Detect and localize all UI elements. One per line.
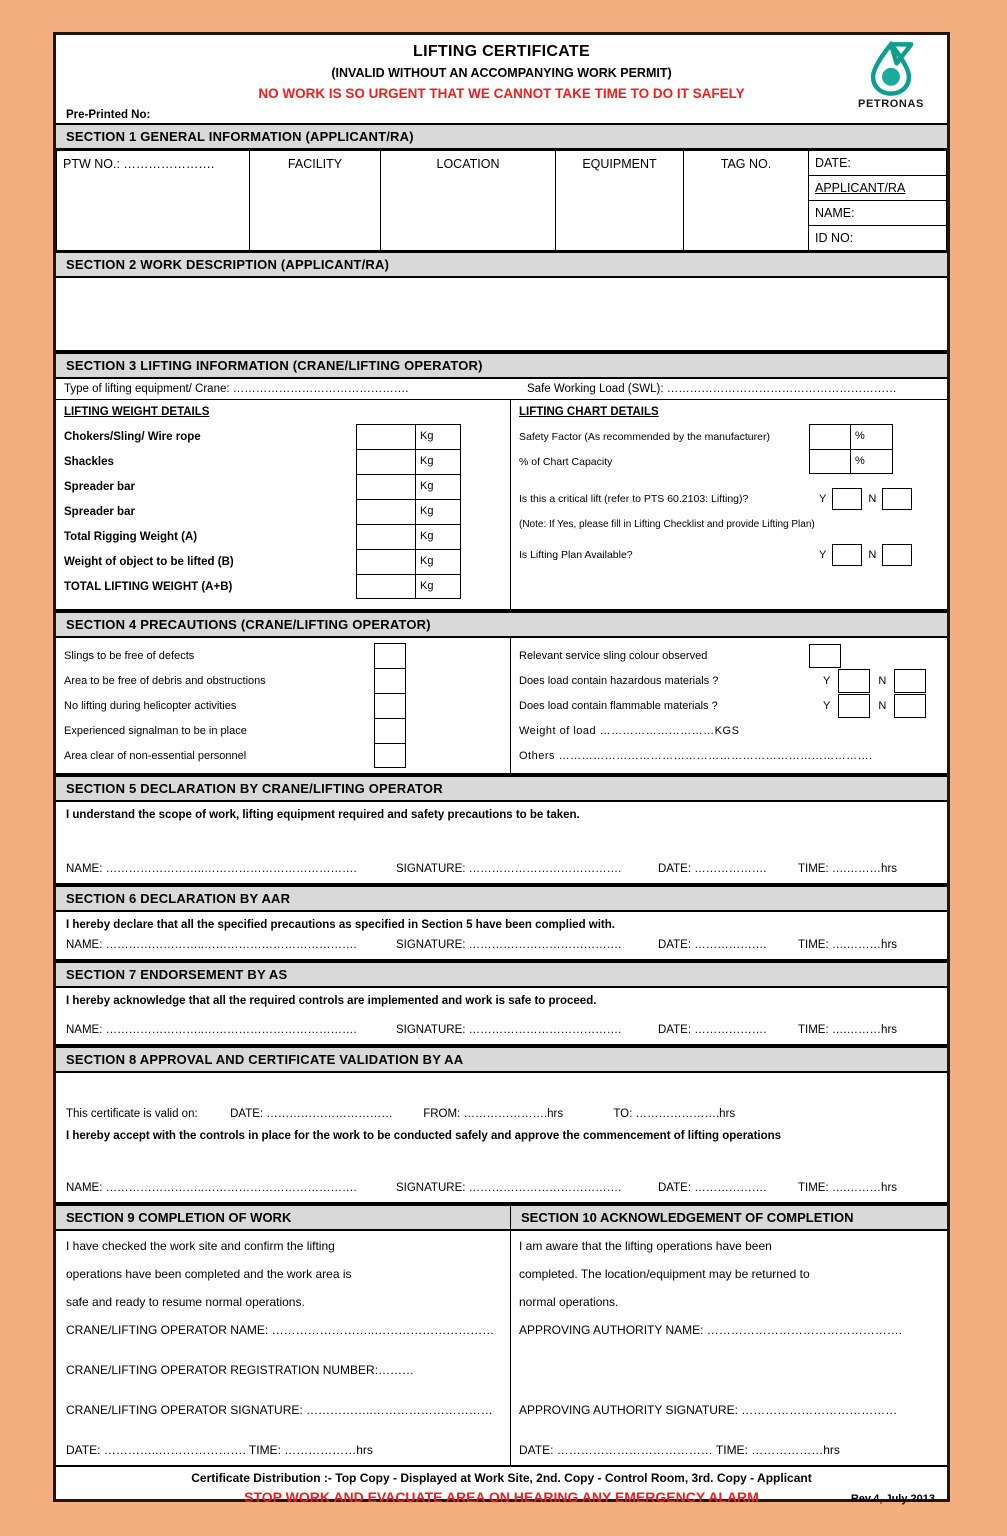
precaution-label: Slings to be free of defects [64,649,195,662]
weight-row [64,499,510,524]
precaution-checkbox[interactable] [374,743,406,768]
weight-row [64,549,510,574]
no-label: N [868,549,877,561]
petronas-wordmark: PETRONAS [858,98,924,110]
validity-row [66,1108,937,1120]
time-field[interactable]: TIME: ….………hrs [798,1182,898,1194]
section-1-header: SECTION 1 GENERAL INFORMATION (APPLICANT/RA) [56,123,947,150]
weight-unit: Kg [416,474,461,499]
weight-input[interactable] [356,574,416,599]
weight-unit: Kg [416,424,461,449]
applicant-id-field[interactable]: ID NO: [809,226,947,251]
signature-line [66,939,937,951]
signature-field[interactable]: SIGNATURE: …………………………………. [396,1024,622,1036]
critical-lift-label: Is this a critical lift (refer to PTS 60.2103: Lifting)? [519,493,749,505]
weight-row-label: Spreader bar [64,505,135,518]
pre-printed-no-label: Pre-Printed No: [66,109,151,121]
emergency-alarm-note: STOP WORK AND EVACUATE AREA ON HEARING ANY EMERGENCY ALARM [244,1489,759,1505]
operator-name-field[interactable]: CRANE/LIFTING OPERATOR NAME: ……………………..………………………… [66,1323,495,1337]
section-4-header: SECTION 4 PRECAUTIONS (CRANE/LIFTING OPERATOR) [56,611,947,638]
section-10-line: I am aware that the lifting operations have been [519,1239,772,1253]
others-field[interactable]: Others ………………………………………………………………………. [519,749,873,762]
critical-lift-question-row [519,488,947,510]
signature-field[interactable]: SIGNATURE: …………………………………. [396,1182,622,1194]
precautions-right-list [511,638,947,773]
operator-registration-field[interactable]: CRANE/LIFTING OPERATOR REGISTRATION NUMBER:……… [66,1363,415,1377]
date-field[interactable]: DATE: ………………. [658,939,767,951]
name-field[interactable]: NAME: ……………………..…………………………………. [66,1024,357,1036]
equipment-type-field[interactable]: Type of lifting equipment/ Crane: ………………………………………. [64,383,409,395]
section-2-header: SECTION 2 WORK DESCRIPTION (APPLICANT/RA) [56,251,947,278]
lifting-chart-heading: LIFTING CHART DETAILS [519,406,659,418]
precaution-checkbox[interactable] [374,693,406,718]
section-10-body [511,1231,947,1465]
section-6-statement: I hereby declare that all the specified precautions as specified in Section 5 have been complied with. [66,919,615,931]
header-subtitle: (INVALID WITHOUT AN ACCOMPANYING WORK PERMIT) [331,66,672,80]
lifting-weight-heading: LIFTING WEIGHT DETAILS [64,406,210,418]
safety-warning-text: NO WORK IS SO URGENT THAT WE CANNOT TAKE TIME TO DO IT SAFELY [258,86,745,101]
section-9-body [56,1231,511,1465]
chart-unit: % [851,424,893,449]
name-field[interactable]: NAME: ……………………..…………………………………. [66,1182,357,1194]
weight-of-load-field[interactable]: Weight of load …………………………KGS [519,724,740,737]
precaution-row [64,668,510,693]
section-9-10-headers [56,1204,947,1231]
time-field[interactable]: TIME: ….………hrs [798,1024,898,1036]
flammable-materials-label: Does load contain flammable materials ? [519,699,718,712]
weight-row-label: Chokers/Sling/ Wire rope [64,430,201,443]
approving-authority-date-time-field[interactable]: DATE: ………………………………… TIME: ………………hrs [519,1443,840,1457]
section-9-line: safe and ready to resume normal operations. [66,1295,305,1309]
facility-cell[interactable]: FACILITY [250,151,381,251]
weight-unit: Kg [416,549,461,574]
flammable-yes-checkbox[interactable] [838,694,870,718]
critical-lift-yes-checkbox[interactable] [832,488,862,510]
validity-from-field[interactable]: FROM: ………………….hrs [423,1108,564,1120]
section-10-line: normal operations. [519,1295,619,1309]
table-row [57,151,947,176]
section-7-header: SECTION 7 ENDORSEMENT BY AS [56,961,947,988]
section-3-top-row [56,379,947,400]
lifting-plan-no-checkbox[interactable] [882,544,912,566]
date-field[interactable]: DATE: ………………. [658,863,767,875]
section-7-body [56,988,947,1046]
applicant-ra-label [809,176,947,201]
section-8-statement: I hereby accept with the controls in place for the work to be conducted safely and approve the commencement of lifting operations [66,1130,782,1142]
weight-row [64,574,510,599]
lifting-weight-details [56,400,511,609]
revision-label: Rev.4, July 2013 [850,1493,935,1505]
weight-row [64,524,510,549]
precaution-label: Area to be free of debris and obstructions [64,674,266,687]
distribution-note: Certificate Distribution :- Top Copy - Displayed at Work Site, 2nd. Copy - Control Room, 3rd. Copy - Applicant [191,1471,812,1485]
weight-input[interactable] [356,474,416,499]
approving-authority-name-field[interactable]: APPROVING AUTHORITY NAME: …………………………………………. [519,1323,903,1337]
weight-row-label: TOTAL LIFTING WEIGHT (A+B) [64,580,233,593]
no-label: N [878,674,887,687]
yes-label: Y [819,493,827,505]
chart-row [519,424,947,449]
weight-row [64,424,510,449]
weight-unit: Kg [416,524,461,549]
weight-row-label: Shackles [64,455,114,468]
lifting-plan-label: Is Lifting Plan Available? [519,549,633,561]
precaution-checkbox[interactable] [374,668,406,693]
chart-unit: % [851,449,893,474]
precaution-row [519,668,947,693]
weight-input[interactable] [356,499,416,524]
chart-row-label: % of Chart Capacity [519,455,613,468]
precaution-row [64,693,510,718]
date-field[interactable]: DATE: ………………. [658,1024,767,1036]
operator-date-time-field[interactable]: DATE: …………..…………………. TIME: ………………hrs [66,1443,373,1457]
section-5-header: SECTION 5 DECLARATION BY CRANE/LIFTING OPERATOR [56,775,947,802]
yes-label: Y [823,699,831,712]
section-3-columns [56,400,947,611]
weight-input[interactable] [356,449,416,474]
signature-field[interactable]: SIGNATURE: …………………………………. [396,939,622,951]
swl-field[interactable]: Safe Working Load (SWL): …………………………………………………… [527,383,897,395]
validity-lead-label: This certificate is valid on: [66,1108,198,1120]
approving-authority-signature-field[interactable]: APPROVING AUTHORITY SIGNATURE: ………………………………… [519,1403,898,1417]
applicant-name-field[interactable]: NAME: [809,201,947,226]
section-9-line: I have checked the work site and confirm the lifting [66,1239,335,1253]
weight-input[interactable] [356,549,416,574]
time-field[interactable]: TIME: ….………hrs [798,863,898,875]
precaution-row [64,743,510,768]
signature-field[interactable]: SIGNATURE: …………………………………. [396,863,622,875]
section-5-statement: I understand the scope of work, lifting equipment required and safety precautions to be taken. [66,809,580,821]
weight-unit: Kg [416,499,461,524]
section-6-body [56,912,947,961]
critical-lift-yn [819,488,912,510]
hazardous-yes-checkbox[interactable] [838,669,870,693]
section-9-header: SECTION 9 COMPLETION OF WORK [56,1206,511,1229]
sling-colour-checkbox[interactable] [809,644,841,668]
weight-unit: Kg [416,574,461,599]
applicant-ra-text: APPLICANT/RA [815,181,906,195]
weight-input[interactable] [356,424,416,449]
weight-row [64,449,510,474]
yes-label: Y [819,549,827,561]
lifting-chart-details [511,400,947,609]
page-title: LIFTING CERTIFICATE [413,43,590,60]
signature-line [66,1024,937,1036]
precaution-row [519,718,947,743]
date-field[interactable]: DATE: ………………. [658,1182,767,1194]
certificate-footer [56,1467,947,1510]
location-cell[interactable]: LOCATION [381,151,556,251]
name-field[interactable]: NAME: ……………………..…………………………………. [66,863,357,875]
certificate-sheet [53,32,950,1505]
time-field[interactable]: TIME: ….………hrs [798,939,898,951]
section-4-columns [56,638,947,775]
precaution-label: No lifting during helicopter activities [64,699,237,712]
precaution-checkbox[interactable] [374,643,406,668]
section-9-line: operations have been completed and the work area is [66,1267,352,1281]
date-field[interactable]: DATE: [809,151,947,176]
tag-no-cell[interactable]: TAG NO. [684,151,809,251]
section-7-statement: I hereby acknowledge that all the required controls are implemented and work is safe to proceed. [66,995,597,1007]
validity-to-field[interactable]: TO: ………………….hrs [613,1108,736,1120]
flammable-materials-yn [823,694,926,718]
weight-row-label: Spreader bar [64,480,135,493]
operator-signature-field[interactable]: CRANE/LIFTING OPERATOR SIGNATURE: ……………..………………………… [66,1403,493,1417]
petronas-logo [845,41,937,110]
hazardous-no-checkbox[interactable] [894,669,926,693]
validity-date-field[interactable]: DATE: …………………………… [230,1108,393,1120]
lifting-plan-question-row [519,544,947,566]
hazardous-materials-label: Does load contain hazardous materials ? [519,674,719,687]
section-9-10-body [56,1231,947,1467]
yes-label: Y [823,674,831,687]
chart-row [519,449,947,474]
signature-line [66,1182,937,1194]
precaution-label: Area clear of non-essential personnel [64,749,247,762]
chart-row-label: Safety Factor (As recommended by the manufacturer) [519,430,770,443]
precaution-row [519,743,947,768]
critical-lift-no-checkbox[interactable] [882,488,912,510]
section-8-body [56,1073,947,1204]
weight-unit: Kg [416,449,461,474]
precaution-row [519,643,947,668]
no-label: N [878,699,887,712]
chart-capacity-input[interactable] [809,449,851,474]
precaution-checkbox[interactable] [374,718,406,743]
weight-row [64,474,510,499]
section-1-table [56,150,947,251]
work-description-input[interactable] [56,278,947,352]
section-5-body [56,802,947,885]
weight-input[interactable] [356,524,416,549]
name-field[interactable]: NAME: ……………………..…………………………………. [66,939,357,951]
safety-factor-input[interactable] [809,424,851,449]
flammable-no-checkbox[interactable] [894,694,926,718]
sling-colour-label: Relevant service sling colour observed [519,649,708,662]
precautions-left-list [56,638,511,773]
critical-lift-note: (Note: If Yes, please fill in Lifting Checklist and provide Lifting Plan) [519,519,815,530]
precaution-row [64,643,510,668]
equipment-cell[interactable]: EQUIPMENT [556,151,684,251]
petronas-droplet-icon [863,41,919,97]
section-6-header: SECTION 6 DECLARATION BY AAR [56,885,947,912]
ptw-no-cell[interactable]: PTW NO.: …………………. [57,151,250,251]
no-label: N [868,493,877,505]
approving-authority-spacer [519,1363,939,1377]
precaution-row [64,718,510,743]
section-3-header: SECTION 3 LIFTING INFORMATION (CRANE/LIFTING OPERATOR) [56,352,947,379]
precaution-row [519,693,947,718]
hazardous-materials-yn [823,669,926,693]
weight-row-label: Total Rigging Weight (A) [64,530,198,543]
lifting-plan-yes-checkbox[interactable] [832,544,862,566]
section-10-header: SECTION 10 ACKNOWLEDGEMENT OF COMPLETION [521,1210,854,1225]
weight-row-label: Weight of object to be lifted (B) [64,555,234,568]
precaution-label: Experienced signalman to be in place [64,724,247,737]
signature-line [66,863,937,875]
lifting-plan-yn [819,544,912,566]
section-10-line: completed. The location/equipment may be returned to [519,1267,810,1281]
section-8-header: SECTION 8 APPROVAL AND CERTIFICATE VALIDATION BY AA [56,1046,947,1073]
certificate-header [56,35,947,123]
